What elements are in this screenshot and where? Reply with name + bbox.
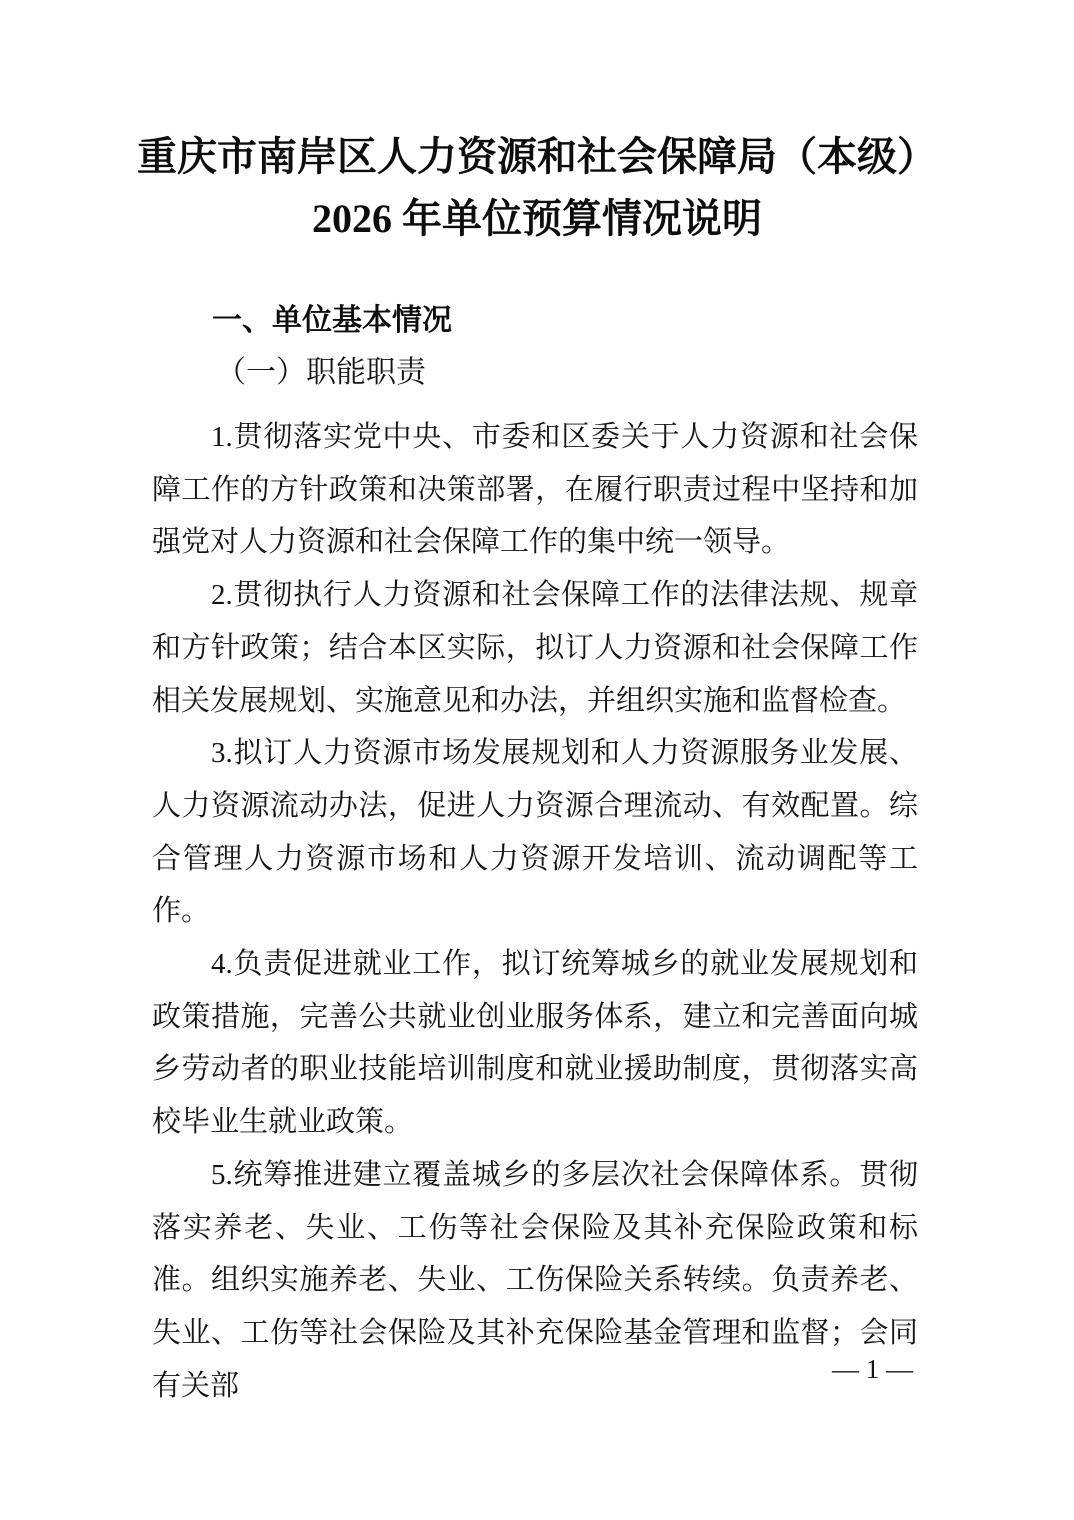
body-paragraph-2: 2.贯彻执行人力资源和社会保障工作的法律法规、规章和方针政策；结合本区实际，拟订人力资源和社会保障工作相关发展规划、实施意见和办法，并组织实施和监督检查。: [152, 579, 918, 717]
body-paragraph-1: 1.贯彻落实党中央、市委和区委关于人力资源和社会保障工作的方针政策和决策部署，在履行职责过程中坚持和加强党对人力资源和社会保障工作的集中统一领导。: [152, 421, 918, 559]
body-paragraph-4: 4.负责促进就业工作，拟订统筹城乡的就业发展规划和政策措施，完善公共就业创业服务体系，建立和完善面向城乡劳动者的职业技能培训制度和就业援助制度，贯彻落实高校毕业生就业政策。: [152, 948, 918, 1139]
document-body: [152, 295, 918, 1412]
title-line-1: 重庆市南岸区人力资源和社会保障局（本级）: [137, 134, 937, 179]
section-heading: 一、单位基本情况: [212, 304, 452, 337]
page-number: — 1 —: [832, 1354, 913, 1384]
document-title: [0, 0, 1074, 250]
title-line-2: 2026 年单位预算情况说明: [312, 196, 762, 241]
subsection-heading: （一）职能职责: [216, 356, 426, 389]
body-paragraph-5: 5.统筹推进建立覆盖城乡的多层次社会保障体系。贯彻落实养老、失业、工伤等社会保险及其补充保险政策和标准。组织实施养老、失业、工伤保险关系转续。负责养老、失业、工伤等社会保险及其补充保险基金管理和监督；会同有关部: [152, 1158, 918, 1402]
body-paragraph-3: 3.拟订人力资源市场发展规划和人力资源服务业发展、人力资源流动办法，促进人力资源合理流动、有效配置。综合管理人力资源市场和人力资源开发培训、流动调配等工作。: [152, 737, 918, 928]
paragraph-list: [152, 411, 918, 1412]
